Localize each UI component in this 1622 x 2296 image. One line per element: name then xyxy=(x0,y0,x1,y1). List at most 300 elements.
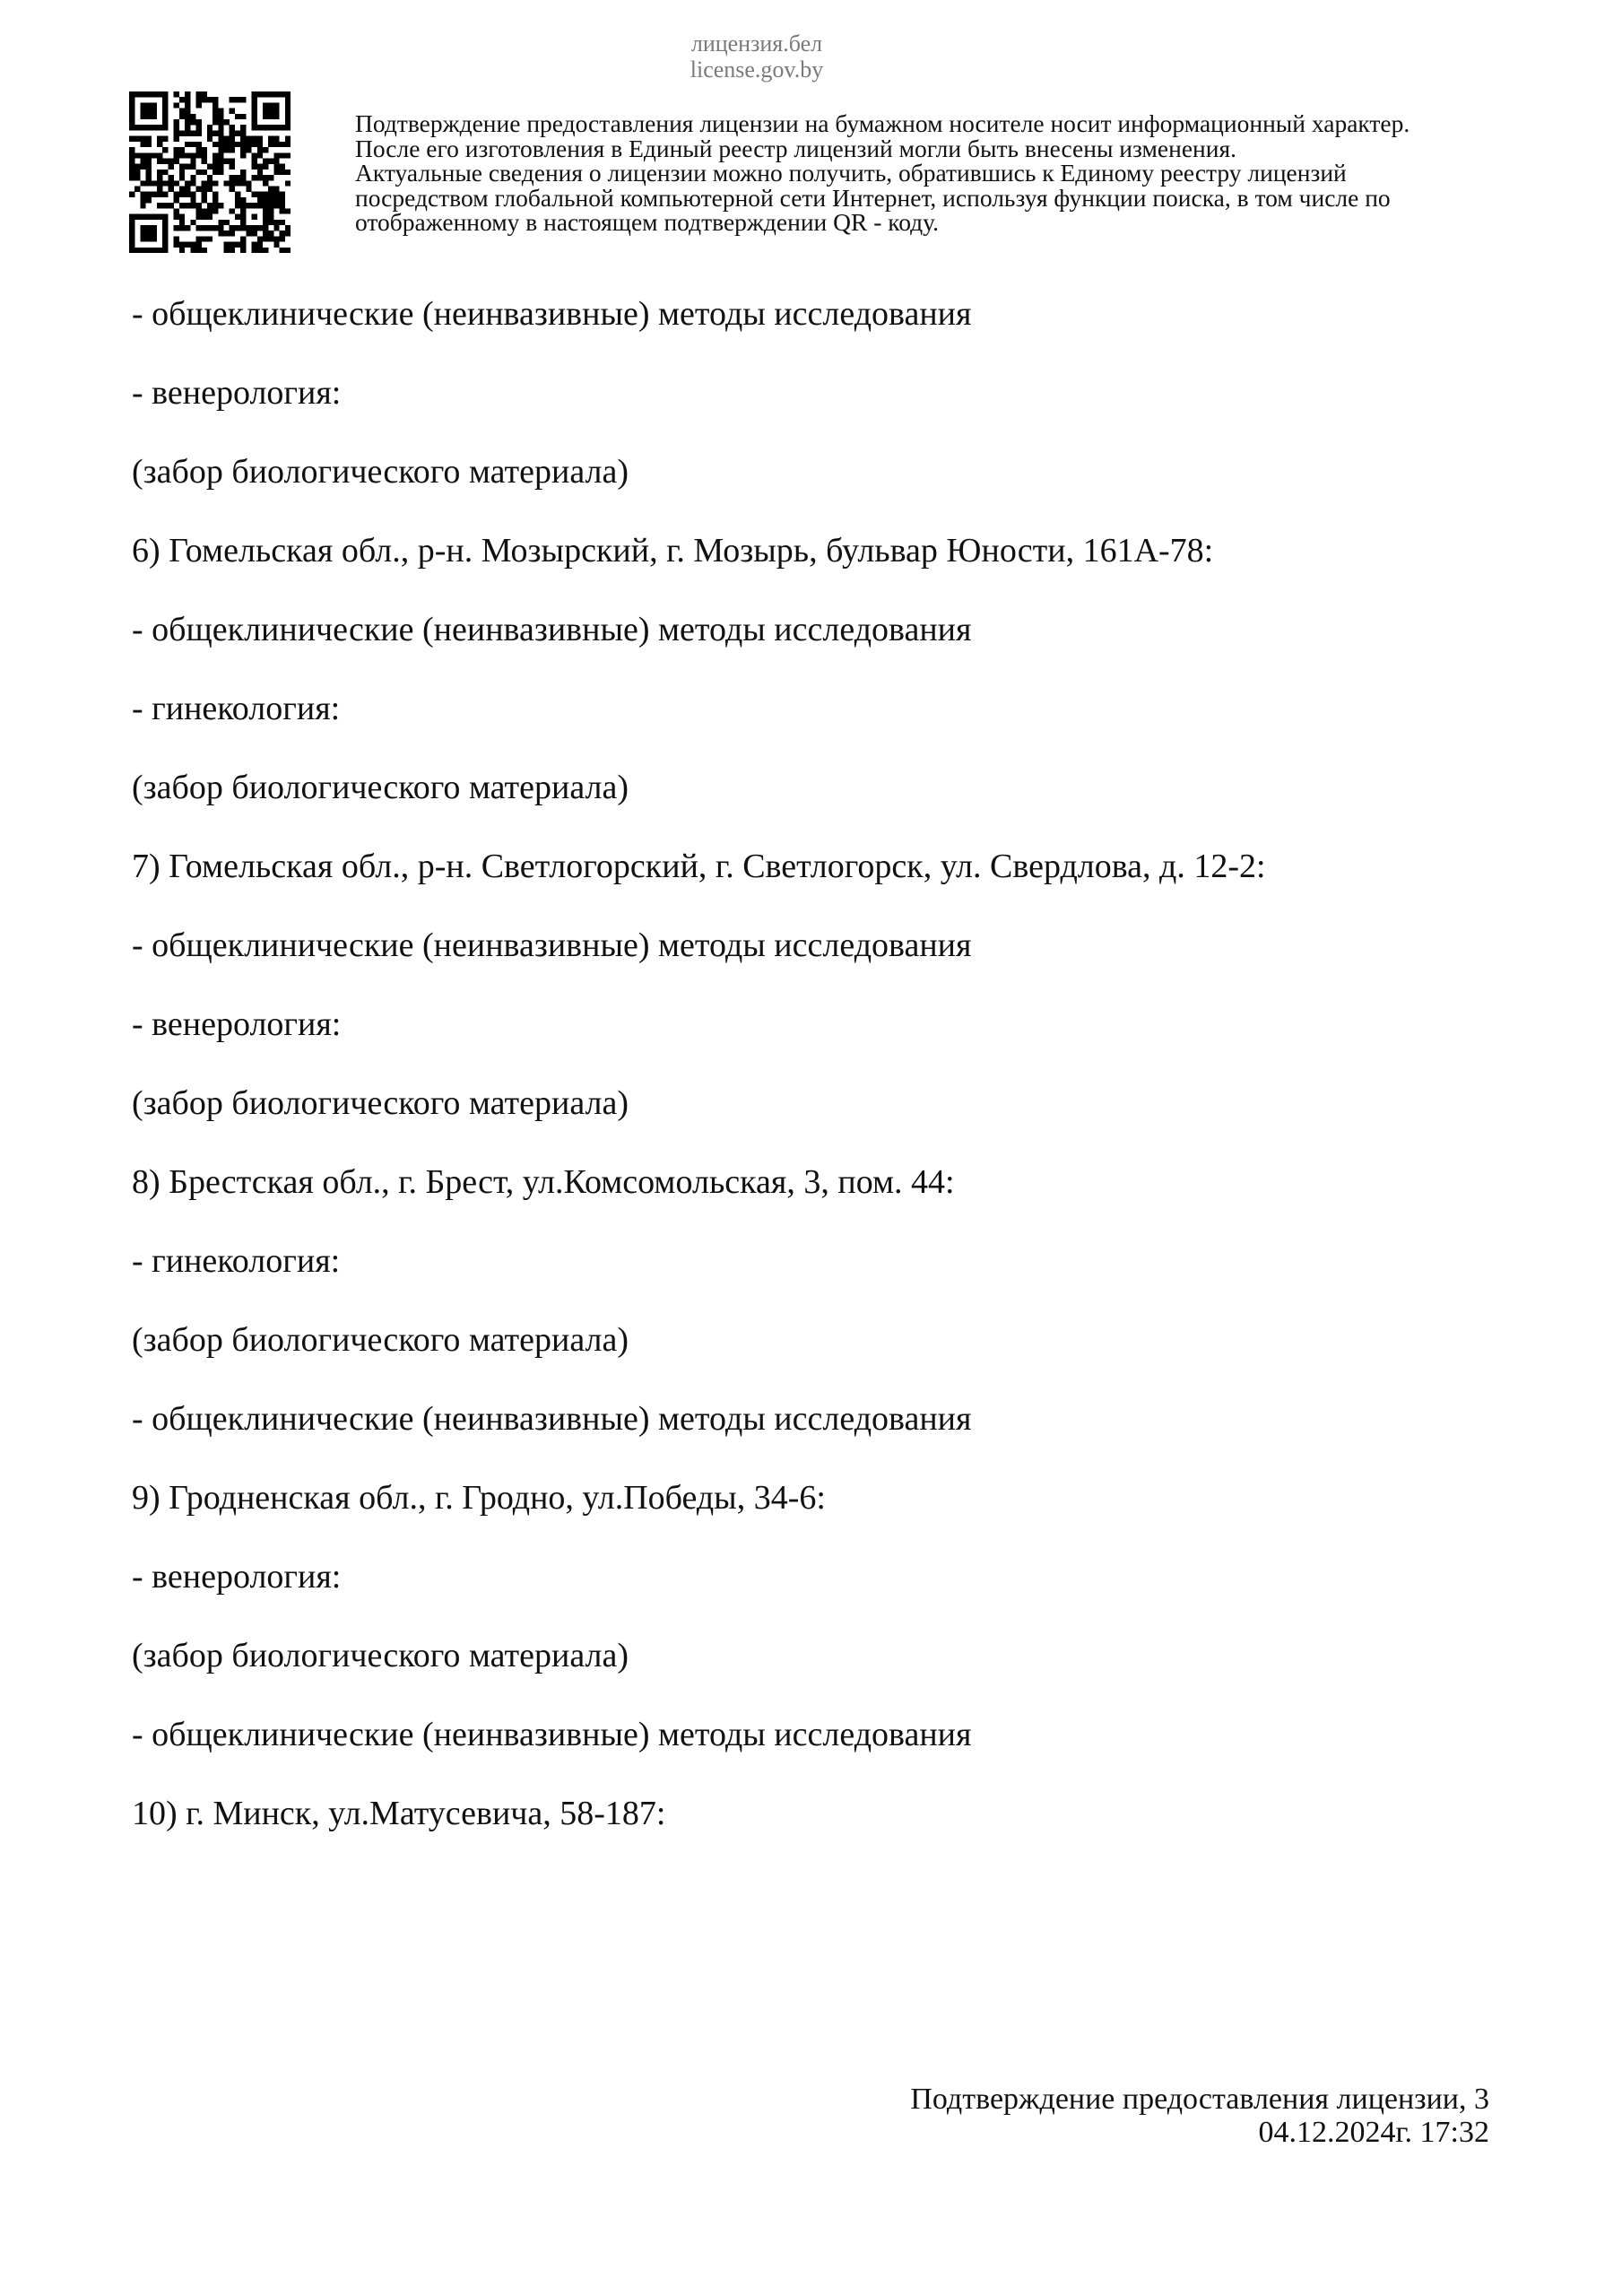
qr-module xyxy=(179,175,185,180)
qr-module xyxy=(285,114,291,119)
qr-module xyxy=(230,225,235,230)
qr-module xyxy=(273,236,279,241)
qr-module xyxy=(129,225,134,230)
address-line: 9) Гродненская обл., г. Гродно, ул.Победы, 34-6: xyxy=(132,1479,826,1517)
qr-module xyxy=(218,164,223,170)
qr-module xyxy=(162,97,168,102)
qr-module xyxy=(252,230,257,236)
activity-line: (забор биологического материала) xyxy=(132,1637,629,1674)
qr-module xyxy=(190,248,195,253)
qr-module xyxy=(285,102,291,108)
qr-module xyxy=(252,109,257,114)
qr-module xyxy=(129,97,134,102)
qr-module xyxy=(235,203,240,208)
activity-line: (забор биологического материала) xyxy=(132,1084,629,1122)
qr-module xyxy=(252,192,257,197)
qr-module xyxy=(185,109,190,114)
qr-module xyxy=(230,242,235,248)
qr-module xyxy=(185,119,190,125)
qr-module xyxy=(263,102,268,108)
qr-module xyxy=(263,236,268,241)
qr-module xyxy=(185,242,190,248)
qr-module xyxy=(157,125,162,130)
qr-module xyxy=(235,130,240,135)
qr-module xyxy=(129,102,134,108)
qr-module xyxy=(263,91,268,97)
qr-module xyxy=(190,158,195,163)
qr-module xyxy=(224,242,230,248)
qr-module xyxy=(202,152,207,158)
qr-module xyxy=(230,142,235,147)
site-link-latin[interactable]: license.gov.by xyxy=(690,57,824,83)
qr-module xyxy=(185,114,190,119)
qr-module xyxy=(213,158,218,163)
qr-module xyxy=(240,220,246,225)
qr-module xyxy=(273,203,279,208)
qr-module xyxy=(218,119,223,125)
qr-module xyxy=(263,114,268,119)
qr-module xyxy=(152,236,157,241)
qr-module xyxy=(240,130,246,135)
qr-module xyxy=(218,203,223,208)
qr-module xyxy=(174,180,179,186)
qr-module xyxy=(268,102,273,108)
qr-module xyxy=(162,225,168,230)
qr-module xyxy=(252,175,257,180)
qr-module xyxy=(140,114,145,119)
qr-module xyxy=(285,152,291,158)
qr-module xyxy=(257,91,263,97)
qr-module xyxy=(246,225,251,230)
qr-module xyxy=(140,236,145,241)
qr-module xyxy=(218,109,223,114)
qr-module xyxy=(168,175,173,180)
qr-module xyxy=(157,152,162,158)
qr-module xyxy=(152,180,157,186)
qr-module xyxy=(140,197,145,203)
qr-module xyxy=(246,136,251,142)
qr-module xyxy=(280,197,285,203)
qr-module xyxy=(252,136,257,142)
qr-module xyxy=(146,197,152,203)
qr-module xyxy=(140,152,145,158)
qr-module xyxy=(252,203,257,208)
qr-module xyxy=(157,158,162,163)
qr-module xyxy=(257,192,263,197)
qr-module xyxy=(146,114,152,119)
qr-module xyxy=(202,236,207,241)
qr-module xyxy=(230,136,235,142)
qr-module xyxy=(146,164,152,170)
qr-module xyxy=(174,197,179,203)
qr-module xyxy=(140,91,145,97)
qr-module xyxy=(146,170,152,175)
qr-module xyxy=(240,248,246,253)
qr-module xyxy=(213,170,218,175)
qr-module xyxy=(185,91,190,97)
qr-module xyxy=(129,147,134,152)
qr-module xyxy=(179,114,185,119)
qr-module xyxy=(263,158,268,163)
qr-module xyxy=(280,125,285,130)
qr-module xyxy=(235,97,240,102)
qr-module xyxy=(218,225,223,230)
qr-module xyxy=(263,208,268,213)
qr-module xyxy=(268,175,273,180)
qr-module xyxy=(185,130,190,135)
qr-module xyxy=(146,136,152,142)
qr-module xyxy=(257,164,263,170)
qr-module xyxy=(146,152,152,158)
qr-module xyxy=(195,125,201,130)
qr-module xyxy=(207,97,213,102)
qr-module xyxy=(179,152,185,158)
qr-module xyxy=(162,147,168,152)
qr-module xyxy=(257,236,263,241)
address-line: 8) Брестская обл., г. Брест, ул.Комсомольская, 3, пом. 44: xyxy=(132,1163,955,1201)
qr-module xyxy=(240,242,246,248)
qr-module xyxy=(240,175,246,180)
qr-module xyxy=(207,225,213,230)
qr-module xyxy=(230,230,235,236)
qr-module xyxy=(263,230,268,236)
qr-module xyxy=(280,203,285,208)
qr-module xyxy=(140,102,145,108)
qr-module xyxy=(252,164,257,170)
qr-module xyxy=(268,142,273,147)
qr-module xyxy=(273,114,279,119)
qr-module xyxy=(162,230,168,236)
qr-module xyxy=(179,214,185,220)
qr-module xyxy=(268,230,273,236)
qr-module xyxy=(268,187,273,192)
qr-module xyxy=(195,130,201,135)
qr-module xyxy=(162,214,168,220)
qr-module xyxy=(280,91,285,97)
address-line: 7) Гомельская обл., р-н. Светлогорский, г. Светлогорск, ул. Свердлова, д. 12-2: xyxy=(132,848,1266,885)
activity-line: - венерология: xyxy=(132,1558,342,1596)
qr-module xyxy=(162,125,168,130)
qr-module xyxy=(168,164,173,170)
qr-module xyxy=(224,180,230,186)
qr-module xyxy=(257,170,263,175)
qr-module xyxy=(252,152,257,158)
qr-module xyxy=(140,225,145,230)
qr-module xyxy=(185,164,190,170)
qr-module xyxy=(273,170,279,175)
qr-module xyxy=(280,152,285,158)
qr-module xyxy=(162,236,168,241)
qr-module xyxy=(235,192,240,197)
qr-module xyxy=(202,187,207,192)
qr-module xyxy=(263,197,268,203)
activity-line: - общеклинические (неинвазивные) методы исследования xyxy=(132,1400,972,1438)
qr-module xyxy=(202,180,207,186)
activity-line: - общеклинические (неинвазивные) методы исследования xyxy=(132,926,972,964)
qr-module xyxy=(190,130,195,135)
qr-module xyxy=(179,203,185,208)
qr-module xyxy=(152,102,157,108)
qr-module xyxy=(174,242,179,248)
qr-module xyxy=(195,91,201,97)
qr-module xyxy=(190,164,195,170)
qr-module xyxy=(280,236,285,241)
qr-module xyxy=(162,158,168,163)
qr-module xyxy=(179,109,185,114)
qr-module xyxy=(185,142,190,147)
site-link-cyrillic[interactable]: лицензия.бел xyxy=(690,30,823,57)
qr-module xyxy=(213,203,218,208)
activity-line: (забор биологического материала) xyxy=(132,769,629,806)
qr-module xyxy=(179,192,185,197)
qr-module xyxy=(240,225,246,230)
qr-module xyxy=(140,214,145,220)
qr-module xyxy=(146,225,152,230)
qr-module xyxy=(152,109,157,114)
notice-line: отображенному в настоящем подтверждении QR - коду. xyxy=(355,208,940,236)
qr-module xyxy=(157,175,162,180)
qr-module xyxy=(140,192,145,197)
qr-module xyxy=(152,152,157,158)
qr-module xyxy=(195,119,201,125)
qr-module xyxy=(285,208,291,213)
qr-module xyxy=(252,114,257,119)
qr-module xyxy=(157,91,162,97)
qr-module xyxy=(179,164,185,170)
qr-module xyxy=(152,230,157,236)
qr-module xyxy=(280,248,285,253)
qr-module xyxy=(190,220,195,225)
qr-module xyxy=(185,225,190,230)
qr-module xyxy=(263,180,268,186)
qr-module xyxy=(252,102,257,108)
qr-module xyxy=(129,152,134,158)
qr-module xyxy=(235,180,240,186)
qr-module xyxy=(285,248,291,253)
qr-module xyxy=(157,170,162,175)
qr-module xyxy=(162,91,168,97)
qr-module xyxy=(202,97,207,102)
qr-module xyxy=(190,192,195,197)
qr-module xyxy=(152,91,157,97)
qr-module xyxy=(140,125,145,130)
qr-module xyxy=(162,220,168,225)
qr-module xyxy=(140,136,145,142)
qr-module xyxy=(134,187,140,192)
qr-module xyxy=(235,214,240,220)
qr-module xyxy=(174,236,179,241)
qr-module xyxy=(213,114,218,119)
qr-module xyxy=(285,136,291,142)
activity-line: - общеклинические (неинвазивные) методы исследования xyxy=(132,295,972,333)
qr-module xyxy=(240,114,246,119)
activity-line: - общеклинические (неинвазивные) методы исследования xyxy=(132,611,972,648)
qr-module xyxy=(257,197,263,203)
qr-module xyxy=(213,152,218,158)
qr-module xyxy=(190,180,195,186)
qr-module xyxy=(240,208,246,213)
qr-module xyxy=(195,203,201,208)
qr-module xyxy=(174,225,179,230)
qr-module xyxy=(207,175,213,180)
qr-module xyxy=(202,225,207,230)
qr-module xyxy=(263,225,268,230)
qr-module xyxy=(146,175,152,180)
qr-module xyxy=(134,170,140,175)
qr-module xyxy=(285,97,291,102)
qr-module xyxy=(195,142,201,147)
qr-module xyxy=(263,248,268,253)
qr-module xyxy=(273,158,279,163)
qr-module xyxy=(174,91,179,97)
qr-module xyxy=(246,147,251,152)
qr-module xyxy=(162,114,168,119)
address-line: 10) г. Минск, ул.Матусевича, 58-187: xyxy=(132,1795,666,1832)
qr-module xyxy=(280,220,285,225)
qr-module xyxy=(213,97,218,102)
qr-module xyxy=(140,248,145,253)
notice-line: После его изготовления в Единый реестр лицензий могли быть внесены изменения. xyxy=(355,134,1236,162)
page-footer xyxy=(910,2083,1489,2149)
qr-module xyxy=(240,180,246,186)
qr-module xyxy=(240,203,246,208)
qr-module xyxy=(140,164,145,170)
qr-module xyxy=(202,208,207,213)
qr-module xyxy=(168,158,173,163)
qr-module xyxy=(268,192,273,197)
qr-module xyxy=(146,102,152,108)
qr-module xyxy=(140,230,145,236)
qr-module xyxy=(146,91,152,97)
qr-module xyxy=(213,164,218,170)
qr-module xyxy=(134,91,140,97)
activity-line: - гинекология: xyxy=(132,1242,341,1280)
qr-module xyxy=(129,109,134,114)
qr-module xyxy=(207,136,213,142)
qr-module xyxy=(195,97,201,102)
qr-module xyxy=(213,197,218,203)
notice-line: посредством глобальной компьютерной сети Интернет, используя функции поиска, в том числе по xyxy=(355,183,1391,212)
qr-module xyxy=(230,97,235,102)
qr-module xyxy=(152,225,157,230)
qr-module xyxy=(157,248,162,253)
qr-module xyxy=(230,125,235,130)
qr-module xyxy=(129,230,134,236)
qr-module xyxy=(152,192,157,197)
qr-module xyxy=(246,203,251,208)
qr-module xyxy=(179,225,185,230)
qr-module xyxy=(213,192,218,197)
qr-module xyxy=(129,125,134,130)
qr-module xyxy=(224,158,230,163)
qr-module xyxy=(230,187,235,192)
qr-module xyxy=(157,136,162,142)
qr-module xyxy=(146,230,152,236)
qr-module xyxy=(146,192,152,197)
qr-module xyxy=(195,187,201,192)
qr-module xyxy=(129,248,134,253)
qr-module xyxy=(174,214,179,220)
qr-module xyxy=(195,170,201,175)
qr-module xyxy=(195,236,201,241)
qr-module xyxy=(185,187,190,192)
qr-module xyxy=(179,220,185,225)
qr-module xyxy=(224,220,230,225)
qr-module xyxy=(230,147,235,152)
qr-module xyxy=(257,242,263,248)
qr-module xyxy=(268,208,273,213)
qr-module xyxy=(185,192,190,197)
qr-module xyxy=(202,170,207,175)
qr-module xyxy=(195,214,201,220)
qr-module xyxy=(129,170,134,175)
qr-module xyxy=(263,220,268,225)
qr-module xyxy=(202,91,207,97)
qr-module xyxy=(152,214,157,220)
qr-module xyxy=(129,158,134,163)
qr-module xyxy=(140,109,145,114)
qr-module xyxy=(185,203,190,208)
qr-module xyxy=(285,125,291,130)
qr-module xyxy=(285,91,291,97)
qr-module xyxy=(134,125,140,130)
qr-module xyxy=(268,109,273,114)
qr-module xyxy=(235,225,240,230)
qr-module xyxy=(268,197,273,203)
qr-module xyxy=(146,142,152,147)
qr-module xyxy=(202,158,207,163)
activity-line: - гинекология: xyxy=(132,690,341,727)
qr-module xyxy=(218,220,223,225)
qr-module xyxy=(273,164,279,170)
qr-module xyxy=(129,91,134,97)
qr-module xyxy=(195,102,201,108)
qr-module xyxy=(162,192,168,197)
qr-module xyxy=(240,152,246,158)
qr-module xyxy=(224,136,230,142)
qr-module xyxy=(152,248,157,253)
qr-module xyxy=(263,109,268,114)
qr-module xyxy=(252,158,257,163)
qr-module xyxy=(280,142,285,147)
qr-module xyxy=(134,175,140,180)
qr-module xyxy=(162,136,168,142)
qr-module xyxy=(235,242,240,248)
qr-module xyxy=(268,136,273,142)
qr-module xyxy=(240,147,246,152)
qr-module xyxy=(146,236,152,241)
activity-line: - венерология: xyxy=(132,374,342,412)
qr-module xyxy=(157,203,162,208)
qr-module xyxy=(195,152,201,158)
qr-module xyxy=(129,136,134,142)
qr-module xyxy=(273,109,279,114)
qr-module xyxy=(174,192,179,197)
qr-module xyxy=(162,248,168,253)
qr-module xyxy=(218,230,223,236)
qr-module xyxy=(146,214,152,220)
qr-module xyxy=(285,142,291,147)
qr-module xyxy=(280,192,285,197)
qr-module xyxy=(230,248,235,253)
qr-module xyxy=(207,180,213,186)
qr-module xyxy=(213,119,218,125)
qr-module xyxy=(235,175,240,180)
qr-module xyxy=(218,142,223,147)
qr-module xyxy=(224,119,230,125)
qr-module xyxy=(157,180,162,186)
qr-module xyxy=(273,136,279,142)
